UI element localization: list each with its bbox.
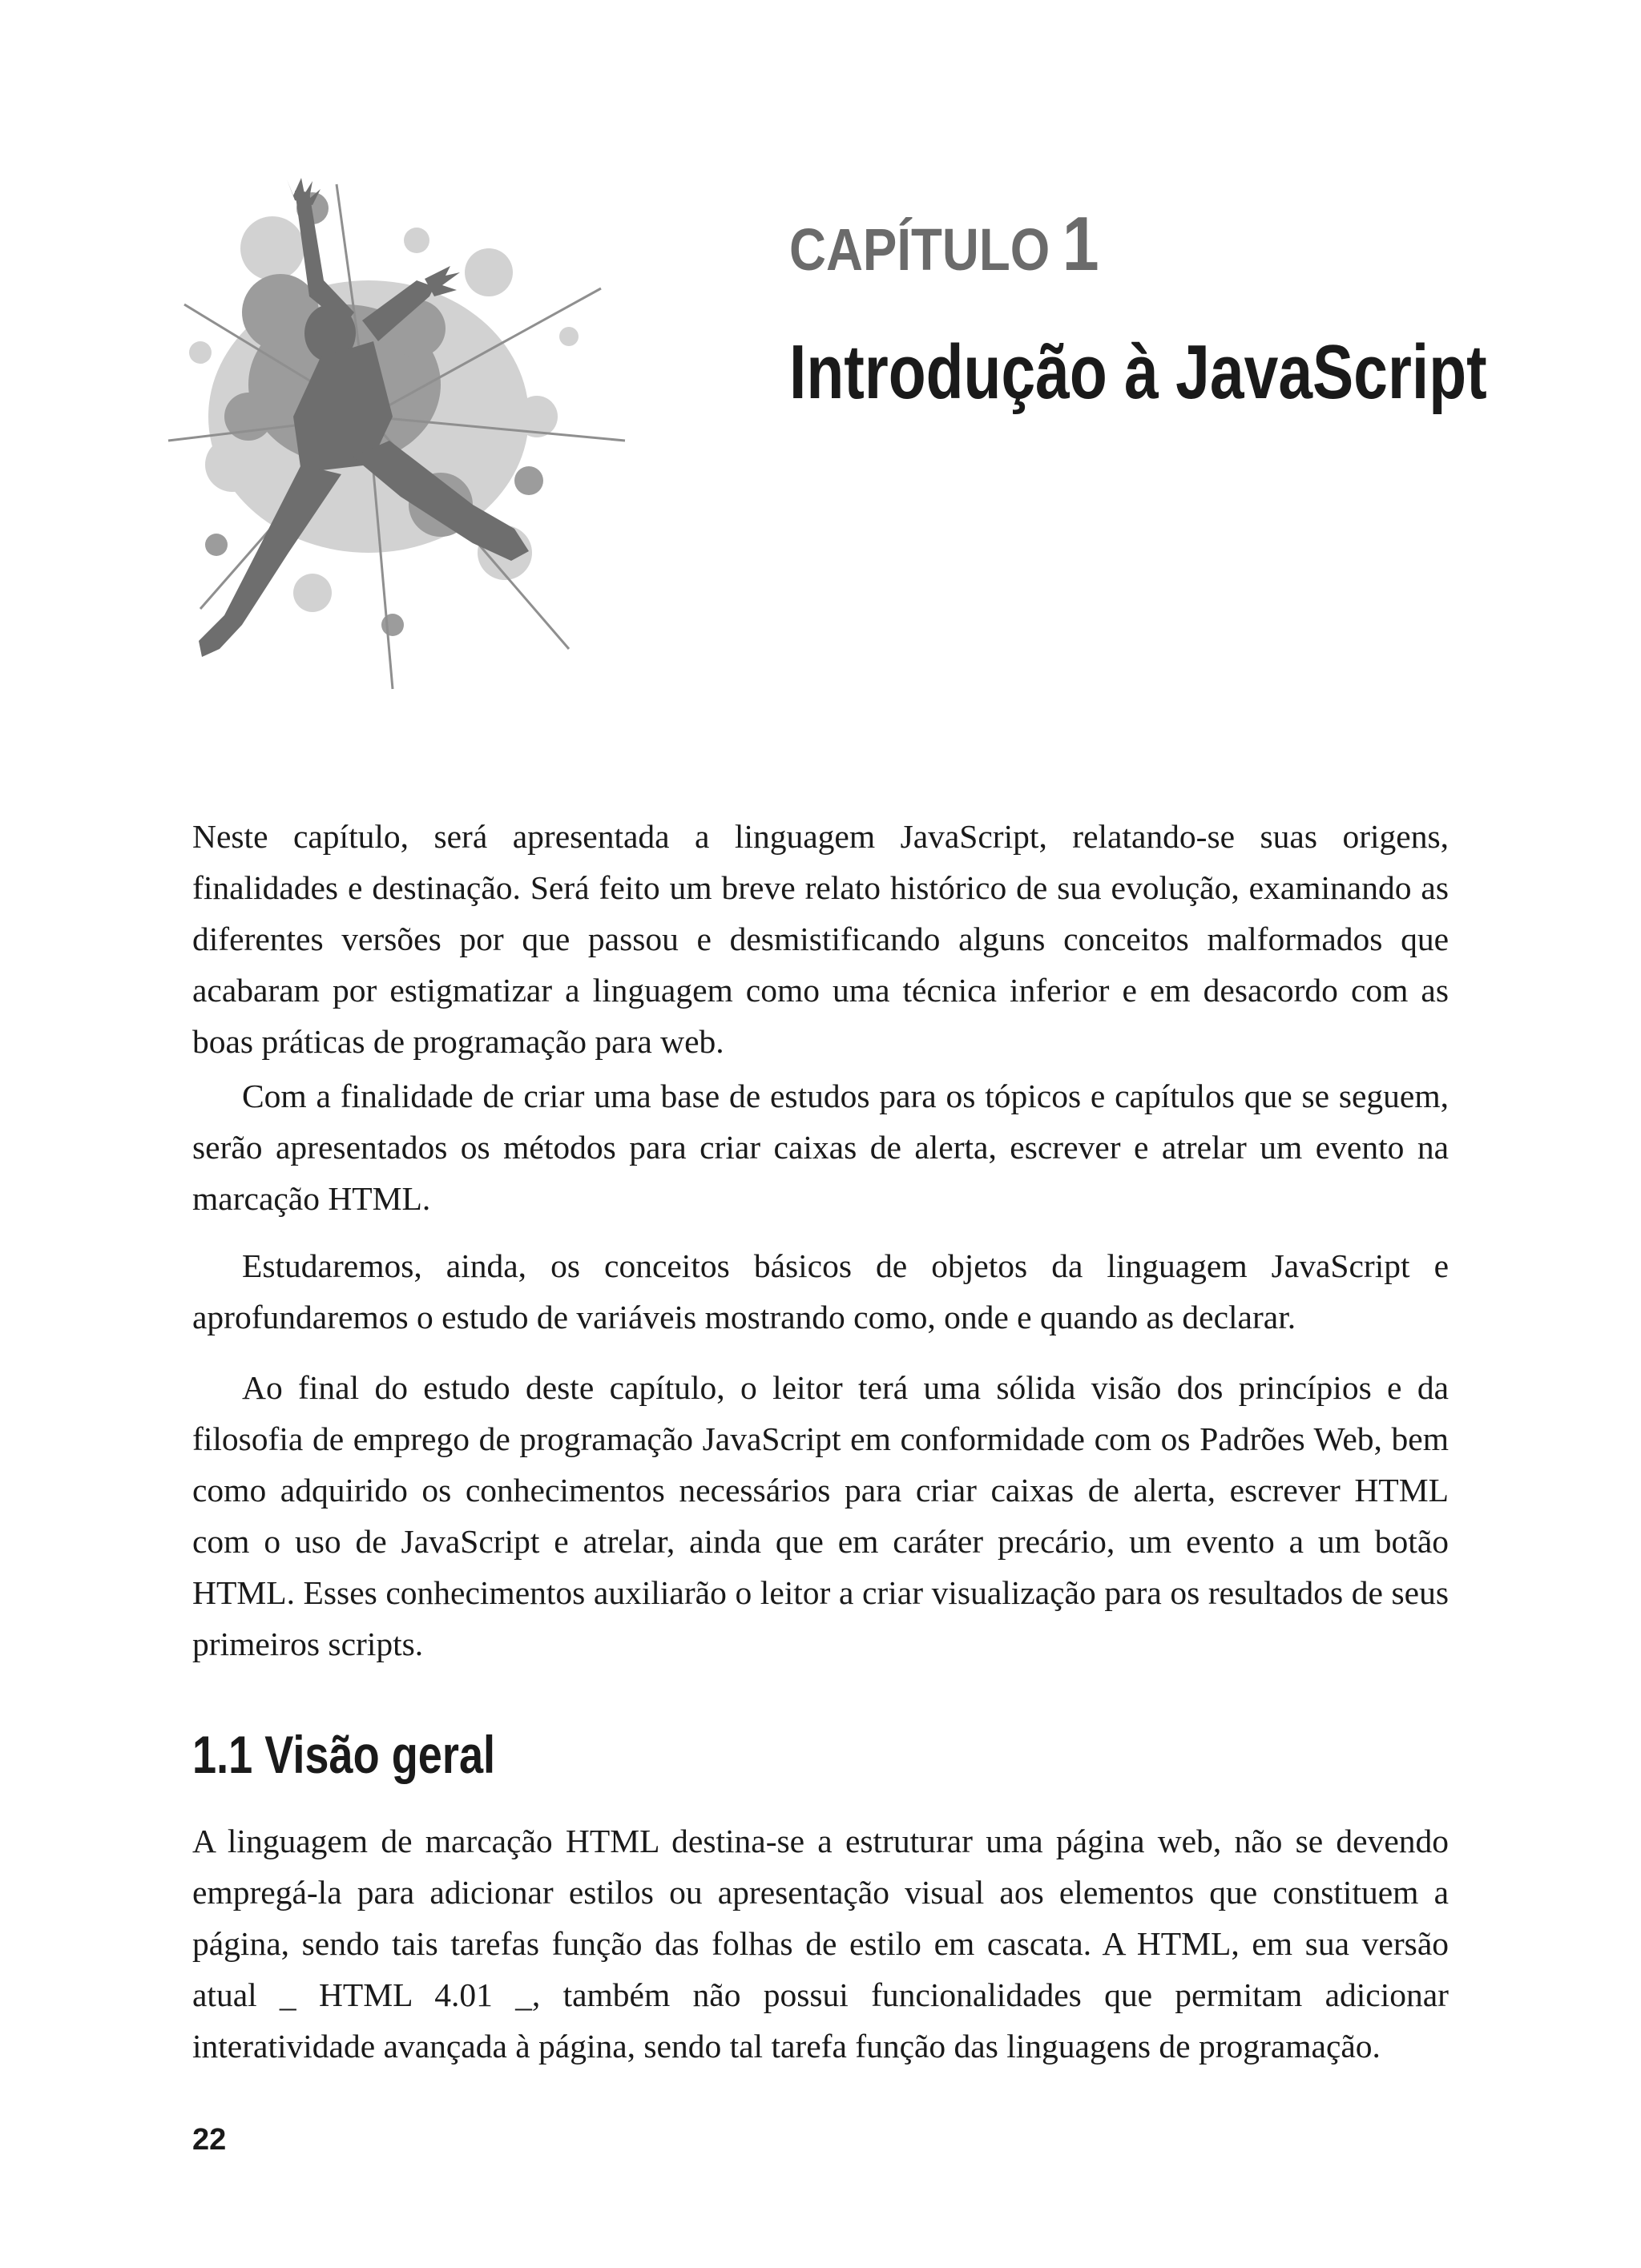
intro-paragraph-4: Ao final do estudo deste capítulo, o leitor terá uma sólida visão dos princípios e da filosofia de emprego de programação JavaScript em conformidade com os Padrões Web, bem como adquirido os conhecimentos necessários para criar caixas de alerta, escrever HTML com o uso de JavaScript e atrelar, ainda que em caráter precário, um evento a um botão HTML. Esses conhecimentos auxiliarão o leitor a criar visualização para os resultados de seus primeiros scripts. [192, 1369, 1449, 1662]
chapter-illustration [152, 176, 649, 721]
page-number: 22 [192, 2123, 227, 2157]
chapter-number: 1 [1062, 201, 1099, 287]
intro-paragraph-2: Com a finalidade de criar uma base de estudos para os tópicos e capítulos que se seguem, serão apresentados os métodos para criar caixas de alerta, escrever e atrelar um evento na marcação HTML. [192, 1078, 1449, 1217]
section-heading: 1.1 Visão geral [192, 1725, 496, 1784]
chapter-label-text: CAPÍTULO [789, 216, 1050, 283]
jumping-person-splash-icon [152, 176, 649, 721]
intro-paragraph-3: Estudaremos, ainda, os conceitos básicos de objetos da linguagem JavaScript e aprofundaremos o estudo de variáveis mostrando como, onde e quando as declarar. [192, 1247, 1449, 1335]
intro-paragraph-1: Neste capítulo, será apresentada a linguagem JavaScript, relatando-se suas origens, finalidades e destinação. Será feito um breve relato histórico de sua evolução, examinando as diferentes versões por que passou e desmistificando alguns conceitos malformados que acabaram por estigmatizar a linguagem como uma técnica inferior e em desacordo com as boas práticas de programação para web. [192, 818, 1449, 1060]
chapter-title: Introdução à JavaScript [789, 329, 1487, 415]
chapter-label [789, 200, 1099, 288]
section-paragraph: A linguagem de marcação HTML destina-se a estruturar uma página web, não se devendo empregá-la para adicionar estilos ou apresentação visual aos elementos que constituem a página, sendo tais tarefas função das folhas de estilo em cascata. A HTML, em sua versão atual _ HTML 4.01 _, também não possui funcionalidades que permitam adicionar interatividade avançada à página, sendo tal tarefa função das linguagens de programação. [192, 1823, 1449, 2065]
